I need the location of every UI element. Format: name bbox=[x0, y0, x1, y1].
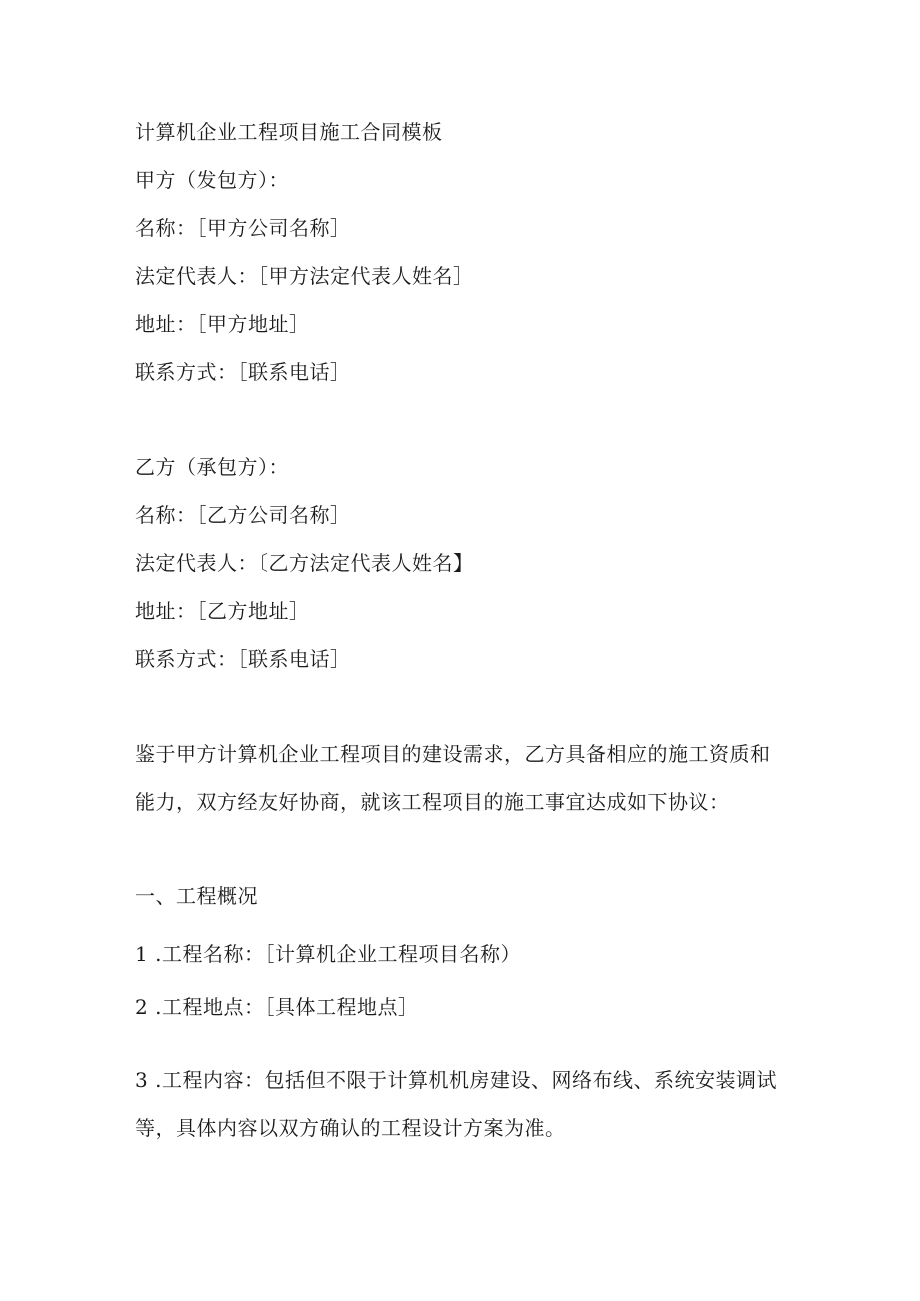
section-1-heading: 一、工程概况 bbox=[135, 884, 258, 908]
section-1-item-3-line-1: 3 .工程内容：包括但不限于计算机机房建设、网络布线、系统安装调试 bbox=[135, 1068, 777, 1092]
preamble-line-1: 鉴于甲方计算机企业工程项目的建设需求，乙方具备相应的施工资质和 bbox=[135, 742, 771, 766]
party-a-representative: 法定代表人：［甲方法定代表人姓名］ bbox=[135, 264, 474, 288]
party-a-name: 名称：［甲方公司名称］ bbox=[135, 216, 351, 240]
section-1-item-2: 2 .工程地点：［具体工程地点］ bbox=[135, 995, 419, 1019]
party-b-contact: 联系方式：［联系电话］ bbox=[135, 647, 351, 671]
section-1-item-3-line-2: 等，具体内容以双方确认的工程设计方案为准。 bbox=[135, 1116, 566, 1140]
party-b-representative: 法定代表人：〔乙方法定代表人姓名】 bbox=[135, 551, 474, 575]
section-1-item-1: 1 .工程名称：［计算机企业工程项目名称） bbox=[135, 942, 521, 966]
party-b-name: 名称：［乙方公司名称］ bbox=[135, 503, 351, 527]
preamble-line-2: 能力，双方经友好协商，就该工程项目的施工事宜达成如下协议： bbox=[135, 790, 730, 814]
party-a-address: 地址：［甲方地址］ bbox=[135, 312, 310, 336]
party-a-heading: 甲方（发包方）： bbox=[135, 168, 289, 192]
party-a-contact: 联系方式：［联系电话］ bbox=[135, 360, 351, 384]
document-title: 计算机企业工程项目施工合同模板 bbox=[135, 120, 443, 144]
party-b-address: 地址：［乙方地址］ bbox=[135, 599, 310, 623]
party-b-heading: 乙方（承包方）： bbox=[135, 455, 289, 479]
